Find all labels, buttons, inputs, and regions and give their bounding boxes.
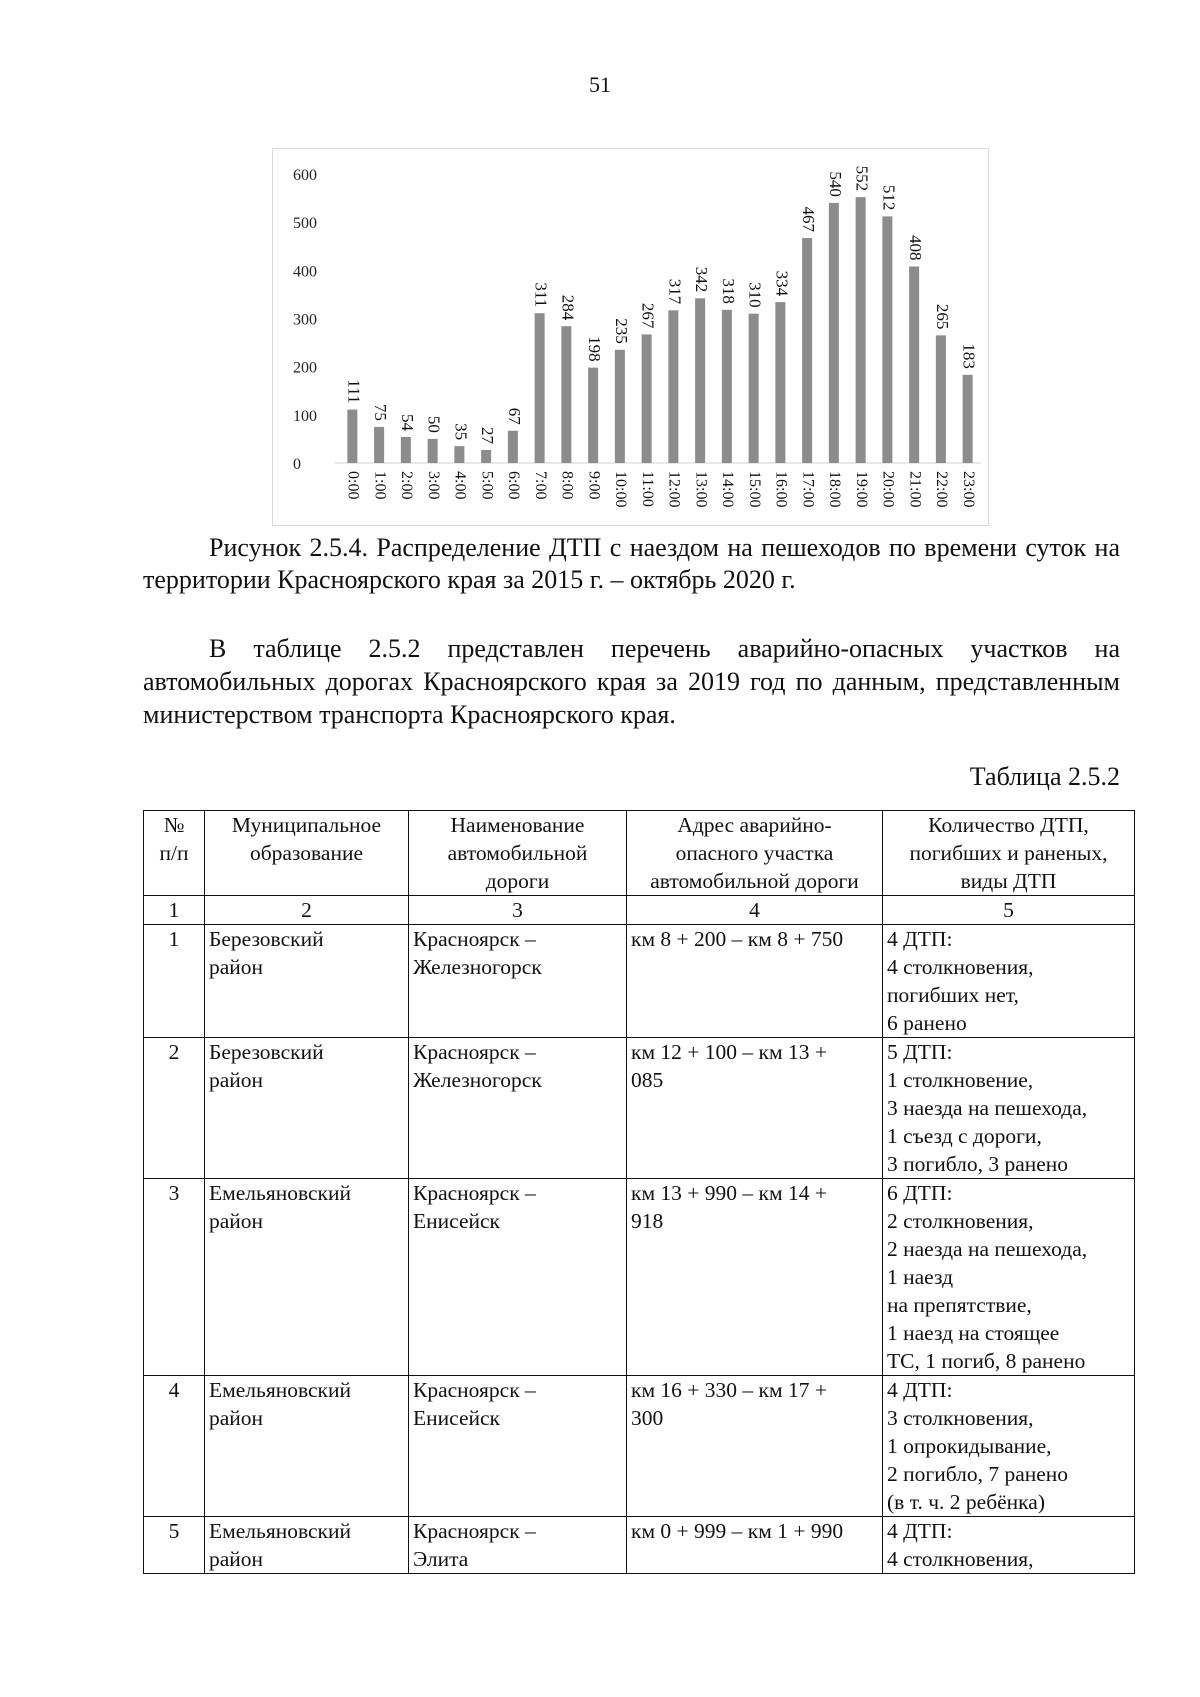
row-details: 4 ДТП: 4 столкновения, bbox=[883, 1517, 1135, 1574]
data-label: 267 bbox=[638, 302, 658, 329]
x-tick-label: 10:00 bbox=[612, 471, 630, 508]
y-tick-label: 100 bbox=[293, 407, 317, 425]
bar bbox=[561, 326, 571, 463]
data-label: 311 bbox=[531, 282, 551, 308]
bar bbox=[428, 439, 438, 463]
data-label: 67 bbox=[504, 407, 524, 425]
row-address: км 8 + 200 – км 8 + 750 bbox=[627, 925, 883, 1038]
bar bbox=[668, 310, 678, 463]
data-label: 310 bbox=[745, 282, 765, 308]
data-label: 111 bbox=[344, 379, 364, 404]
column-number: 2 bbox=[205, 896, 409, 925]
row-details: 4 ДТП: 3 столкновения, 1 опрокидывание, 2 погибло, 7 ранено (в т. ч. 2 ребёнка) bbox=[883, 1376, 1135, 1517]
data-label: 198 bbox=[585, 336, 605, 362]
header-address: Адрес аварийно- опасного участка автомобильной дороги bbox=[627, 811, 883, 896]
row-road: Красноярск – Енисейск bbox=[409, 1376, 627, 1517]
row-details: 5 ДТП: 1 столкновение, 3 наезда на пешехода, 1 съезд с дороги, 3 погибло, 3 ранено bbox=[883, 1038, 1135, 1179]
table-row bbox=[144, 925, 1135, 1038]
x-tick-label: 16:00 bbox=[772, 471, 790, 508]
row-municipality: Емельяновский район bbox=[205, 1376, 409, 1517]
x-tick-label: 15:00 bbox=[745, 471, 763, 508]
bar bbox=[642, 334, 652, 463]
y-tick-label: 500 bbox=[293, 215, 317, 233]
data-label: 265 bbox=[932, 303, 952, 330]
row-municipality: Емельяновский район bbox=[205, 1179, 409, 1376]
data-label: 284 bbox=[558, 294, 578, 321]
x-tick-label: 19:00 bbox=[852, 471, 870, 508]
header-details: Количество ДТП, погибших и раненых, виды ДТП bbox=[883, 811, 1135, 896]
data-label: 552 bbox=[852, 165, 872, 192]
data-label: 183 bbox=[959, 343, 979, 369]
data-label: 318 bbox=[718, 278, 738, 304]
x-tick-label: 1:00 bbox=[371, 471, 389, 500]
bar bbox=[454, 446, 464, 463]
x-tick-label: 12:00 bbox=[665, 471, 683, 508]
column-number-row bbox=[144, 896, 1135, 925]
row-number: 2 bbox=[144, 1038, 205, 1179]
row-address: км 12 + 100 – км 13 + 085 bbox=[627, 1038, 883, 1179]
figure-caption-text: Рисунок 2.5.4. Распределение ДТП с наездом на пешеходов по времени суток на территории Красноярского края за 2015 г. – октябрь 2020 г. bbox=[143, 533, 1120, 594]
table-row bbox=[144, 1038, 1135, 1179]
x-tick-label: 7:00 bbox=[531, 471, 549, 500]
row-details: 6 ДТП: 2 столкновения, 2 наезда на пешехода, 1 наезд на препятствие, 1 наезд на стоящее ТС, 1 погиб, 8 ранено bbox=[883, 1179, 1135, 1376]
data-label: 334 bbox=[772, 270, 792, 297]
bar bbox=[347, 410, 357, 463]
bar bbox=[909, 266, 919, 463]
table-row bbox=[144, 1376, 1135, 1517]
data-label: 50 bbox=[424, 415, 444, 433]
y-tick-label: 400 bbox=[293, 263, 317, 281]
header-municipality: Муниципальное образование bbox=[205, 811, 409, 896]
x-tick-label: 11:00 bbox=[638, 471, 656, 507]
row-road: Красноярск – Элита bbox=[409, 1517, 627, 1574]
bar bbox=[775, 302, 785, 463]
bar bbox=[695, 298, 705, 463]
bar bbox=[508, 431, 518, 463]
data-label: 467 bbox=[799, 206, 819, 233]
x-tick-label: 20:00 bbox=[879, 471, 897, 508]
row-address: км 0 + 999 – км 1 + 990 bbox=[627, 1517, 883, 1574]
table-row bbox=[144, 1179, 1135, 1376]
table-label: Таблица 2.5.2 bbox=[969, 762, 1120, 791]
row-number: 1 bbox=[144, 925, 205, 1038]
column-number: 3 bbox=[409, 896, 627, 925]
x-tick-label: 9:00 bbox=[585, 471, 603, 500]
header-road: Наименование автомобильной дороги bbox=[409, 811, 627, 896]
page-number: 51 bbox=[589, 72, 611, 97]
data-label: 75 bbox=[371, 403, 391, 421]
x-tick-label: 13:00 bbox=[692, 471, 710, 508]
bar bbox=[535, 313, 545, 463]
y-tick-label: 300 bbox=[293, 311, 317, 329]
header-number: № п/п bbox=[144, 811, 205, 896]
bar bbox=[749, 314, 759, 463]
x-tick-label: 2:00 bbox=[398, 471, 416, 500]
bar bbox=[882, 216, 892, 463]
row-municipality: Березовский район bbox=[205, 925, 409, 1038]
x-tick-label: 8:00 bbox=[558, 471, 576, 500]
body-paragraph bbox=[143, 632, 1120, 731]
chart-frame bbox=[272, 148, 989, 526]
x-tick-label: 14:00 bbox=[719, 471, 737, 508]
table-header-row bbox=[144, 811, 1135, 896]
bar bbox=[722, 310, 732, 463]
data-label: 27 bbox=[478, 426, 498, 444]
bar bbox=[963, 375, 973, 463]
x-tick-label: 21:00 bbox=[906, 471, 924, 508]
bar bbox=[615, 350, 625, 463]
x-tick-label: 6:00 bbox=[505, 471, 523, 500]
x-tick-label: 17:00 bbox=[799, 471, 817, 508]
bar bbox=[856, 197, 866, 463]
row-number: 3 bbox=[144, 1179, 205, 1376]
column-number: 1 bbox=[144, 896, 205, 925]
data-label: 317 bbox=[665, 278, 685, 305]
data-label: 342 bbox=[692, 266, 712, 293]
figure-caption bbox=[143, 532, 1120, 596]
row-number: 5 bbox=[144, 1517, 205, 1574]
bar bbox=[401, 437, 411, 463]
bar bbox=[802, 238, 812, 463]
bar-chart bbox=[273, 149, 990, 527]
column-number: 5 bbox=[883, 896, 1135, 925]
bar bbox=[936, 335, 946, 463]
row-address: км 13 + 990 – км 14 + 918 bbox=[627, 1179, 883, 1376]
y-tick-label: 0 bbox=[293, 456, 301, 473]
row-number: 4 bbox=[144, 1376, 205, 1517]
data-label: 408 bbox=[906, 234, 926, 261]
table-row bbox=[144, 1517, 1135, 1574]
column-number: 4 bbox=[627, 896, 883, 925]
x-tick-label: 0:00 bbox=[344, 471, 362, 500]
x-tick-label: 23:00 bbox=[959, 471, 977, 508]
x-tick-label: 22:00 bbox=[933, 471, 951, 508]
data-label: 54 bbox=[397, 413, 417, 431]
x-tick-label: 5:00 bbox=[478, 471, 496, 500]
row-municipality: Березовский район bbox=[205, 1038, 409, 1179]
y-tick-label: 600 bbox=[293, 167, 317, 184]
body-paragraph-text: В таблице 2.5.2 представлен перечень аварийно-опасных участков на автомобильных дорогах Красноярского края за 2019 год по данным, представленным министерством транспорта Красноярского края. bbox=[143, 634, 1120, 729]
row-details: 4 ДТП: 4 столкновения, погибших нет, 6 ранено bbox=[883, 925, 1135, 1038]
row-road: Красноярск – Железногорск bbox=[409, 925, 627, 1038]
data-label: 512 bbox=[879, 184, 899, 211]
row-road: Красноярск – Енисейск bbox=[409, 1179, 627, 1376]
row-municipality: Емельяновский район bbox=[205, 1517, 409, 1574]
row-road: Красноярск – Железногорск bbox=[409, 1038, 627, 1179]
bar bbox=[374, 427, 384, 463]
bar bbox=[829, 203, 839, 463]
bar bbox=[481, 450, 491, 463]
hazard-sections-table bbox=[143, 810, 1135, 1574]
data-label: 540 bbox=[825, 171, 845, 197]
row-address: км 16 + 330 – км 17 + 300 bbox=[627, 1376, 883, 1517]
y-tick-label: 200 bbox=[293, 359, 317, 377]
bar bbox=[588, 368, 598, 463]
x-tick-label: 18:00 bbox=[826, 471, 844, 508]
x-tick-label: 4:00 bbox=[451, 471, 469, 500]
data-label: 235 bbox=[611, 318, 631, 344]
data-label: 35 bbox=[451, 423, 471, 441]
x-tick-label: 3:00 bbox=[424, 471, 442, 500]
